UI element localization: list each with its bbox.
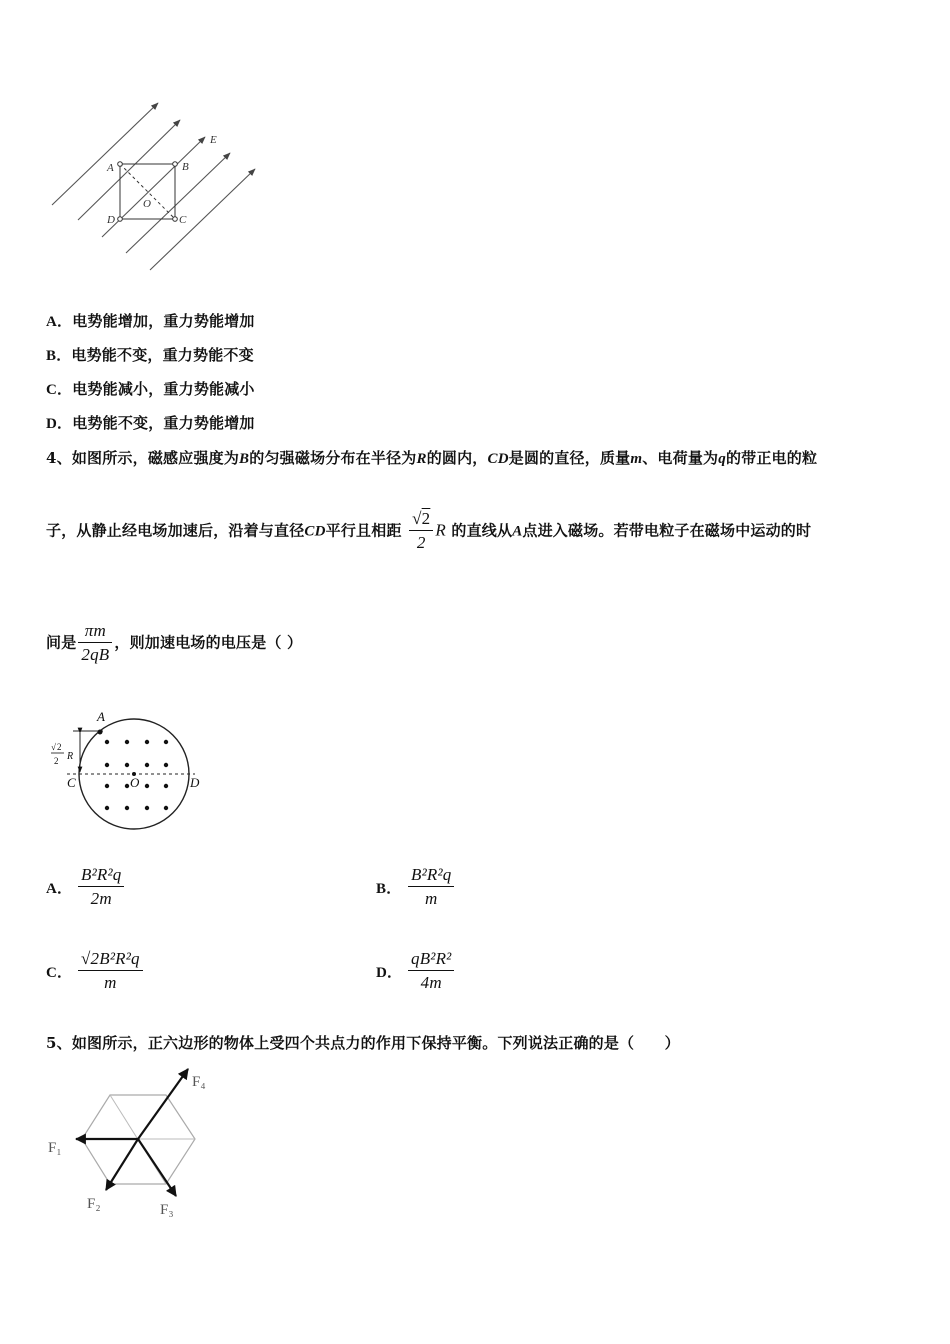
label-c: C: [179, 214, 187, 226]
label-f4: F₄: [192, 1074, 206, 1090]
label-f3: F₃: [160, 1202, 174, 1218]
label-o: O: [143, 198, 151, 210]
force-f3-arrow: [138, 1139, 176, 1196]
label-d: D: [190, 775, 200, 790]
q3-option-c: C．电势能减小，重力势能减小: [46, 380, 255, 398]
q5-text: 5、如图所示，正六边形的物体上受四个共点力的作用下保持平衡。下列说法正确的是（ ）: [46, 1034, 680, 1052]
q3-option-b: B．电势能不变，重力势能不变: [46, 346, 254, 364]
q4-option-c: C． $\frac{\text{√2B²R²q}}{m}$: [46, 948, 143, 995]
q4-line-3: 间是 $\frac{\pi m}{2qB}$ ，则加速电场的电压是（ ）: [46, 620, 302, 667]
field-square-figure: [40, 95, 280, 280]
fraction-sqrt2-over-2: $\frac{√2}{2}$: [409, 508, 433, 555]
fraction-time: $\frac{\pi m}{2qB}$: [78, 620, 112, 667]
label-d: D: [107, 214, 115, 226]
field-line: [78, 120, 180, 220]
q4-option-a: A． $\frac{\text{B²R²q}}{2m}$: [46, 864, 124, 911]
hexagon-forces-figure: [40, 1062, 230, 1222]
label-frac-num: 2: [57, 742, 62, 752]
field-line: [102, 137, 205, 237]
label-a: A: [97, 709, 105, 724]
field-line: [52, 103, 158, 205]
label-a: A: [107, 162, 114, 174]
q3-option-d: D．电势能不变，重力势能增加: [46, 414, 255, 432]
label-r: R: [67, 751, 74, 762]
label-e: E: [210, 134, 217, 146]
label-frac-den: 2: [54, 756, 59, 766]
q4-line-1: 4、如图所示，磁感应强度为B的匀强磁场分布在半径为R的圆内，CD是圆的直径，质量m、电荷量为q的带正电的粒: [46, 449, 818, 467]
q4-option-d: D． $\frac{\text{qB²R²}}{4m}$: [376, 948, 454, 995]
force-f4-arrow: [138, 1069, 188, 1139]
magnetic-field-circle-figure: [45, 705, 215, 840]
svg-text:√: √: [51, 742, 56, 752]
q4-line-2: 子，从静止经电场加速后，沿着与直径CD平行且相距 $\frac{√2}{2}$ R 的直线从A点进入磁场。若带电粒子在磁场中运动的时: [46, 508, 811, 555]
force-f2-arrow: [106, 1139, 138, 1190]
label-f1: F₁: [48, 1140, 62, 1156]
q4-option-b: B． $\frac{\text{B²R²q}}{m}$: [376, 864, 454, 911]
field-line: [126, 153, 230, 253]
label-c: C: [67, 775, 76, 790]
q3-option-a: A．电势能增加，重力势能增加: [46, 312, 255, 330]
label-f2: F₂: [87, 1196, 101, 1212]
label-b: B: [182, 161, 189, 173]
label-o: O: [130, 775, 140, 790]
